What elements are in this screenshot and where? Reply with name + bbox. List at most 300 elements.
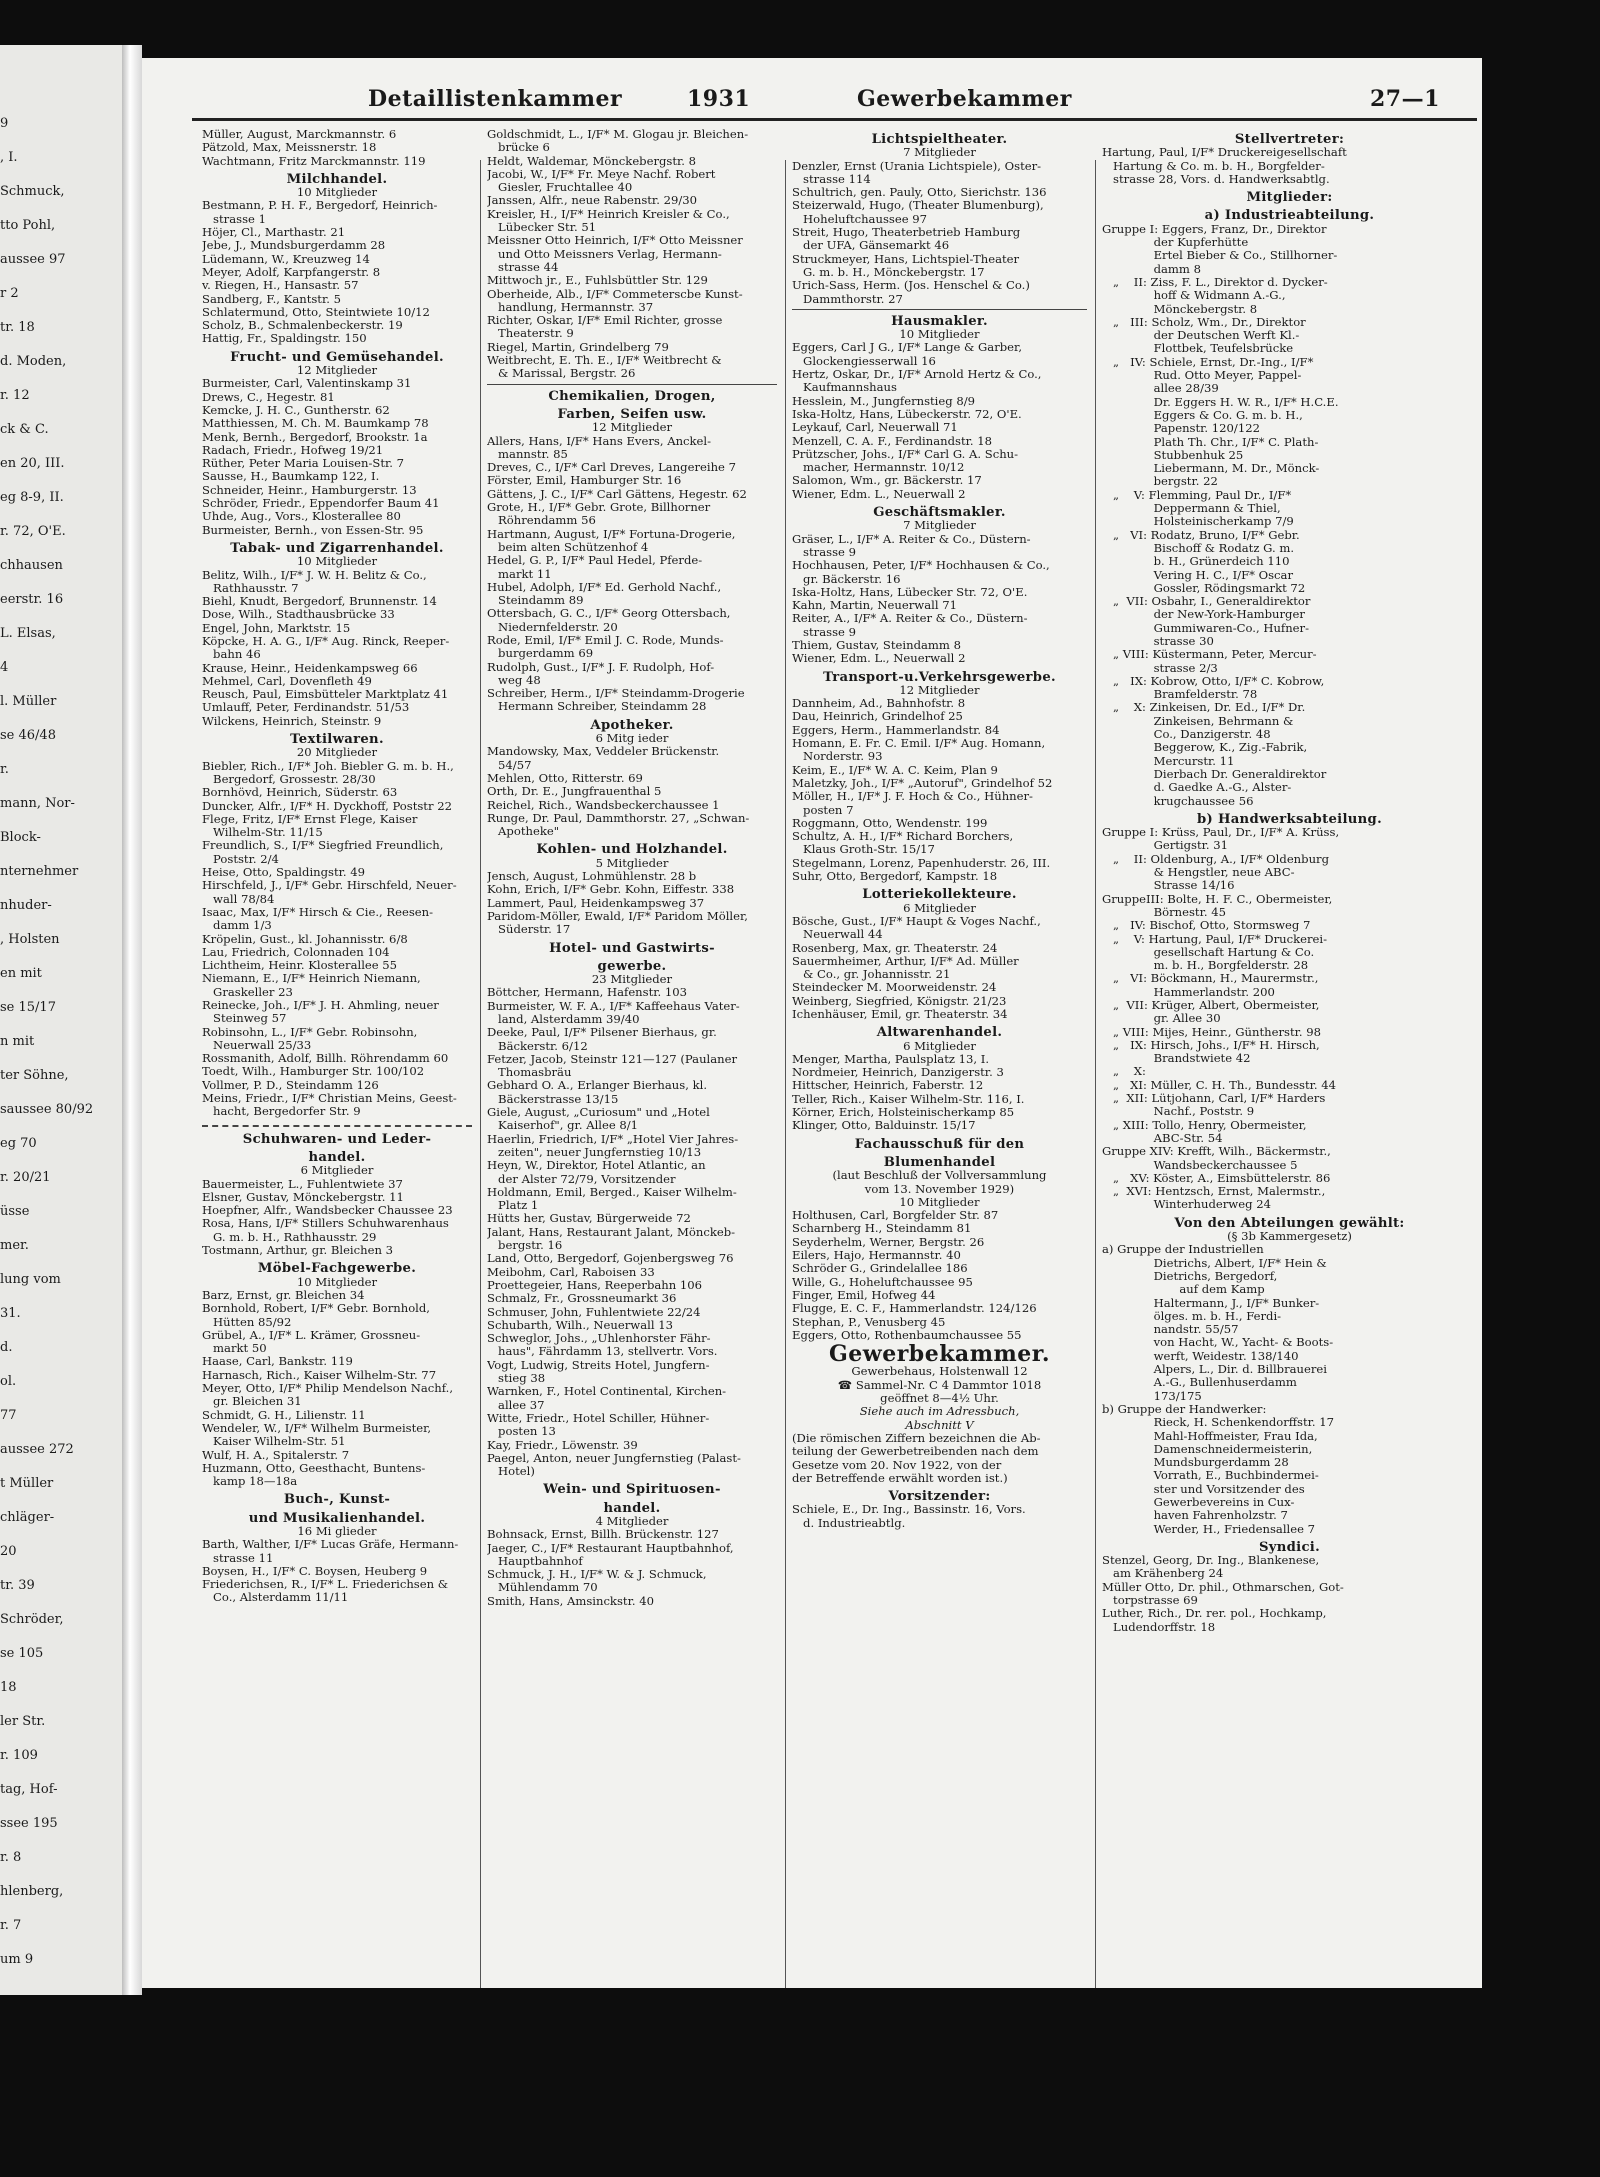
entry-line: Finger, Emil, Hofweg 44 (792, 1288, 936, 1302)
entry-line: Apotheke" (487, 825, 560, 839)
column-2 (487, 128, 777, 1608)
member-count: 10 Mitglieder (899, 1194, 980, 1209)
left-page-text: 9 (0, 116, 9, 131)
entry-line: Duncker, Alfr., I/F* H. Dyckhoff, Poststr 22 (202, 799, 452, 813)
entry-line: „ IV: Bischof, Otto, Stormsweg 7 (1102, 919, 1311, 933)
entry-line: Freundlich, S., I/F* Siegfried Freundlich, (202, 839, 444, 853)
entry-line: Deeke, Paul, I/F* Pilsener Bierhaus, gr. (487, 1026, 717, 1040)
entry-line: Körner, Erich, Holsteinischerkamp 85 (792, 1106, 1015, 1120)
entry-line: Liebermann, M. Dr., Mönck- (1102, 462, 1320, 476)
entry-line: Meibohm, Carl, Raboisen 33 (487, 1265, 655, 1279)
entry-line: Meyer, Otto, I/F* Philip Mendelson Nachf., (202, 1382, 454, 1396)
entry-line: Orth, Dr. E., Jungfrauenthal 5 (487, 785, 662, 799)
entry-line: Gebhard O. A., Erlanger Bierhaus, kl. (487, 1079, 708, 1093)
entry-line: Schmalz, Fr., Grossneumarkt 36 (487, 1292, 677, 1306)
entry-line: Prützscher, Johs., I/F* Carl G. A. Schu- (792, 447, 1019, 461)
left-page-text: en mit (0, 966, 42, 981)
entry-line: „ III: Scholz, Wm., Dr., Direktor (1102, 315, 1306, 329)
entry-line: G. m. b. H., Mönckebergstr. 17 (792, 265, 985, 279)
entry-line: strasse 9 (792, 625, 856, 639)
left-page-text: Schmuck, (0, 184, 65, 199)
entry-line: „ VII: Krüger, Albert, Obermeister, (1102, 999, 1320, 1012)
entry-line: Biehl, Knudt, Bergedorf, Brunnenstr. 14 (202, 595, 437, 609)
entry-line: allee 28/39 (1102, 382, 1219, 396)
entry-line: posten 7 (792, 803, 854, 817)
entry-line: Möller, H., I/F* J. F. Hoch & Co., Hühner- (792, 790, 1033, 804)
left-page-text: ler Str. (0, 1714, 46, 1729)
entry-line: handlung, Hermannstr. 37 (487, 300, 654, 314)
entry-line: Oberheide, Alb., I/F* Commeterscbe Kunst- (487, 287, 743, 301)
entry-line: Dr. Eggers H. W. R., I/F* H.C.E. (1102, 395, 1339, 409)
entry-line: Toedt, Wilh., Hamburger Str. 100/102 (202, 1065, 425, 1079)
entry-line: Hittscher, Heinrich, Faberstr. 12 (792, 1079, 984, 1093)
entry-line: Gruppe XIV: Krefft, Wilh., Bäckermstr., (1102, 1145, 1331, 1159)
entry-line: Engel, John, Marktstr. 15 (202, 621, 351, 635)
section-heading: Buch-, Kunst- (283, 1492, 391, 1508)
entry-line: Hartung & Co. m. b. H., Borgfelder- (1102, 159, 1325, 173)
member-count: 4 Mitglieder (595, 1513, 669, 1528)
column-1 (202, 128, 472, 1605)
left-page-text: , I. (0, 150, 18, 165)
entry-line: Kaiserhof", gr. Allee 8/1 (487, 1119, 639, 1133)
entry-line: Graskeller 23 (202, 985, 293, 999)
entry-line: Hütts her, Gustav, Bürgerweide 72 (487, 1212, 691, 1226)
entry-line: Müller, August, Marckmannstr. 6 (202, 128, 397, 141)
entry-line: Gruppe I: Eggers, Franz, Dr., Direktor (1102, 222, 1327, 236)
entry-line: Hoheluftchaussee 97 (792, 212, 927, 226)
column-divider (785, 160, 786, 1988)
entry-line: d. Gaedke A.-G., Alster- (1102, 781, 1292, 795)
entry-line: Holsteinischerkamp 7/9 (1102, 515, 1294, 529)
entry-line: d. Industrieabtlg. (792, 1516, 906, 1530)
entry-line: Uhde, Aug., Vors., Klosterallee 80 (202, 510, 401, 524)
entry-line: Hotel) (487, 1465, 535, 1479)
entry-line: Stegelmann, Lorenz, Papenhuderstr. 26, III. (792, 856, 1051, 870)
entry-line: Flege, Fritz, I/F* Ernst Flege, Kaiser (202, 812, 418, 826)
entry-line: gr. Allee 30 (1102, 1012, 1221, 1026)
entry-line: & Hengstler, neue ABC- (1102, 866, 1295, 880)
entry-line: Burmeister, Carl, Valentinskamp 31 (202, 377, 412, 391)
entry-line: strasse 28, Vors. d. Handwerksabtlg. (1102, 172, 1330, 186)
entry-line: Schubarth, Wilh., Neuerwall 13 (487, 1318, 673, 1332)
page-header (142, 86, 1482, 120)
entry-line: Dau, Heinrich, Grindelhof 25 (792, 710, 963, 724)
centered-note: Gewerbehaus, Holstenwall 12 (851, 1364, 1028, 1379)
entry-line: Salomon, Wm., gr. Bäckerstr. 17 (792, 474, 982, 488)
entry-line: „ XIII: Tollo, Henry, Obermeister, (1102, 1118, 1307, 1132)
entry-line: der Betreffende erwählt worden ist.) (792, 1471, 1008, 1485)
entry-line: Neuerwall 25/33 (202, 1038, 312, 1052)
entry-line: wall 78/84 (202, 892, 275, 906)
entry-line: Schröder, Friedr., Eppendorfer Baum 41 (202, 497, 440, 511)
section-heading: Hausmakler. (891, 313, 988, 329)
entry-line: Dierbach Dr. Generaldirektor (1102, 767, 1327, 781)
entry-line: Janssen, Alfr., neue Rabenstr. 29/30 (487, 194, 697, 208)
left-page-text: ssee 195 (0, 1816, 58, 1831)
entry-line: hoff & Widmann A.-G., (1102, 289, 1286, 303)
entry-line: Hartmann, August, I/F* Fortuna-Drogerie, (487, 527, 736, 541)
entry-line: Eggers & Co. G. m. b. H., (1102, 408, 1303, 422)
entry-line: Friederichsen, R., I/F* L. Friederichsen & (202, 1578, 449, 1592)
left-page-text: eg 70 (0, 1136, 37, 1151)
entry-line: Reiter, A., I/F* A. Reiter & Co., Düstern- (792, 612, 1028, 626)
left-page-text: lung vom (0, 1272, 61, 1287)
entry-line: Runge, Dr. Paul, Dammthorstr. 27, „Schwan- (487, 811, 750, 825)
entry-line: Stubbenhuk 25 (1102, 448, 1244, 462)
entry-line: Schreiber, Herm., I/F* Steindamm-Drogerie (487, 687, 745, 701)
entry-line: Dietrichs, Bergedorf, (1102, 1269, 1278, 1283)
entry-line: Röhrendamm 56 (487, 514, 596, 528)
section-heading: Kohlen- und Holzhandel. (536, 842, 728, 858)
entry-line: „ IX: Hirsch, Johs., I/F* H. Hirsch, (1102, 1038, 1320, 1052)
entry-line: Damenschneidermeisterin, (1102, 1442, 1313, 1456)
entry-line: Rosenberg, Max, gr. Theaterstr. 24 (792, 941, 998, 955)
entry-line: Menk, Bernh., Bergedorf, Brookstr. 1a (202, 430, 428, 444)
entry-line: Dietrichs, Albert, I/F* Hein & (1102, 1256, 1327, 1270)
entry-line: Vering H. C., I/F* Oscar (1102, 568, 1293, 582)
left-page-text: 77 (0, 1408, 17, 1423)
left-page-text: r. 12 (0, 388, 30, 403)
section-heading: Blumenhandel (883, 1154, 996, 1170)
dashed-separator (202, 1125, 472, 1127)
entry-line: Mandowsky, Max, Veddeler Brückenstr. (487, 745, 720, 759)
entry-line: Homann, E. Fr. C. Emil. I/F* Aug. Homann, (792, 737, 1046, 751)
entry-line: Kröpelin, Gust., kl. Johannisstr. 6/8 (202, 932, 408, 946)
entry-line: Jensch, August, Lohmühlenstr. 28 b (487, 870, 697, 884)
entry-line: mannstr. 85 (487, 447, 568, 461)
section-heading: Chemikalien, Drogen, (548, 388, 716, 404)
entry-line: haven Fahrenholzstr. 7 (1102, 1509, 1288, 1523)
entry-line: Riegel, Martin, Grindelberg 79 (487, 340, 669, 354)
section-heading: Farben, Seifen usw. (557, 406, 707, 422)
section-heading: Stellvertreter: (1234, 132, 1345, 147)
entry-line: Rud. Otto Meyer, Pappel- (1102, 369, 1302, 383)
entry-line: „ XVI: Hentzsch, Ernst, Malermstr., (1102, 1185, 1326, 1199)
entry-line: ölges. m. b. H., Ferdi- (1102, 1309, 1282, 1323)
entry-line: „ II: Oldenburg, A., I/F* Oldenburg (1102, 852, 1329, 866)
section-heading: Lotteriekollekteure. (862, 887, 1017, 903)
member-count: 5 Mitglieder (595, 855, 669, 870)
entry-line: Platz 1 (487, 1199, 539, 1213)
entry-line: Reinecke, Joh., I/F* J. H. Ahmling, neuer (202, 999, 439, 1012)
entry-line: Zinkeisen, Behrmann & (1102, 714, 1294, 728)
centered-note: geöffnet 8—4½ Uhr. (880, 1391, 999, 1406)
entry-line: Flugge, E. C. F., Hammerlandstr. 124/126 (792, 1302, 1037, 1316)
left-page-text: tag, Hof- (0, 1782, 58, 1797)
entry-line: strasse 11 (202, 1551, 274, 1565)
entry-line: Dreves, C., I/F* Carl Dreves, Langereihe 7 (487, 461, 736, 475)
section-heading: handel. (603, 1500, 661, 1516)
entry-line: Vogt, Ludwig, Streits Hotel, Jungfern- (487, 1358, 710, 1372)
entry-line: krugchaussee 56 (1102, 794, 1254, 808)
entry-line: Hoepfner, Alfr., Wandsbecker Chaussee 23 (202, 1204, 453, 1218)
left-page-text: Block- (0, 830, 41, 845)
entry-line: „ XII: Lütjohann, Carl, I/F* Harders (1102, 1092, 1326, 1106)
entry-line: Kahn, Martin, Neuerwall 71 (792, 599, 957, 613)
entry-line: der Kupferhütte (1102, 236, 1249, 250)
entry-line: Kreisler, H., I/F* Heinrich Kreisler & Co., (487, 207, 730, 221)
entry-line: Lübecker Str. 51 (487, 221, 597, 235)
entry-line: markt 50 (202, 1342, 267, 1356)
entry-line: Grübel, A., I/F* L. Krämer, Grossneu- (202, 1328, 421, 1342)
section-heading: Wein- und Spirituosen- (543, 1482, 721, 1498)
entry-line: Menger, Martha, Paulsplatz 13, I. (792, 1052, 990, 1066)
entry-line: Luther, Rich., Dr. rer. pol., Hochkamp, (1102, 1607, 1327, 1621)
entry-line: Holthusen, Carl, Borgfelder Str. 87 (792, 1209, 999, 1223)
entry-line: Schiele, E., Dr. Ing., Bassinstr. 16, Vors. (792, 1503, 1026, 1517)
entry-line: Wandsbeckerchaussee 5 (1102, 1158, 1298, 1172)
entry-line: Wiener, Edm. L., Neuerwall 2 (792, 487, 966, 501)
section-heading: Mitglieder: (1246, 190, 1333, 206)
entry-line: gesellschaft Hartung & Co. (1102, 945, 1315, 959)
entry-line: Radach, Friedr., Hofweg 19/21 (202, 443, 384, 457)
section-heading: Milchhandel. (286, 171, 388, 187)
entry-line: „ V: Hartung, Paul, I/F* Druckerei- (1102, 932, 1328, 946)
entry-line: „ IV: Schiele, Ernst, Dr.-Ing., I/F* (1102, 355, 1314, 369)
entry-line: weg 48 (487, 673, 541, 687)
entry-line: „ VIII: Mijes, Heinr., Güntherstr. 98 (1102, 1025, 1322, 1039)
entry-line: Steinweg 57 (202, 1012, 287, 1026)
entry-line: „ VI: Rodatz, Bruno, I/F* Gebr. (1102, 528, 1300, 542)
entry-line: Roggmann, Otto, Wendenstr. 199 (792, 816, 988, 830)
entry-line: Papenstr. 120/122 (1102, 422, 1260, 436)
entry-line: posten 13 (487, 1425, 556, 1439)
entry-line: Bischoff & Rodatz G. m. (1102, 541, 1295, 555)
entry-line: bahn 46 (202, 648, 261, 662)
member-count: 7 Mitglieder (903, 145, 976, 160)
left-page-text: r. 7 (0, 1918, 22, 1933)
left-page-text: eerstr. 16 (0, 592, 64, 607)
left-page-text: aussee 272 (0, 1442, 74, 1457)
entry-line: strasse 1 (202, 212, 266, 226)
entry-line: Scharnberg H., Steindamm 81 (792, 1222, 972, 1236)
entry-line: Lichtheim, Heinr. Klosterallee 55 (202, 959, 398, 973)
left-page-text: se 46/48 (0, 728, 56, 743)
entry-line: Huzmann, Otto, Geesthacht, Buntens- (202, 1461, 426, 1475)
entry-line: Bäckerstrasse 13/15 (487, 1092, 619, 1106)
entry-line: Steindamm 89 (487, 594, 584, 608)
entry-line: zeiten", neuer Jungfernstieg 10/13 (487, 1145, 702, 1159)
member-count: 6 Mitg ieder (595, 731, 669, 746)
entry-line: Deppermann & Thiel, (1102, 502, 1281, 516)
left-page-text: 18 (0, 1680, 17, 1695)
left-page-text: eg 8-9, II. (0, 490, 64, 505)
left-page-text: se 105 (0, 1646, 44, 1661)
book-gutter (122, 45, 142, 1995)
entry-line: & Marissal, Bergstr. 26 (487, 367, 636, 381)
member-count: 12 Mitglieder (899, 682, 980, 697)
entry-line: Gättens, J. C., I/F* Carl Gättens, Hegestr. 62 (487, 487, 747, 501)
entry-line: Klaus Groth-Str. 15/17 (792, 843, 935, 857)
entry-line: „ XI: Müller, C. H. Th., Bundesstr. 44 (1102, 1078, 1337, 1092)
entry-line: brücke 6 (487, 141, 550, 155)
entry-line: Strasse 14/16 (1102, 879, 1235, 893)
entry-line: Schmidt, G. H., Lilienstr. 11 (202, 1408, 366, 1422)
entry-line: strasse 9 (792, 545, 856, 559)
entry-line: b) Gruppe der Handwerker: (1102, 1402, 1267, 1416)
entry-line: Denzler, Ernst (Urania Lichtspiele), Oster- (792, 159, 1042, 173)
entry-line: „ II: Ziss, F. L., Direktor d. Dycker- (1102, 275, 1328, 289)
entry-line: Kaufmannshaus (792, 381, 897, 395)
entry-line: Steindecker M. Moorweidenstr. 24 (792, 981, 997, 995)
member-count: 12 Mitglieder (591, 420, 673, 435)
entry-line: Ertel Bieber & Co., Stillhorner- (1102, 249, 1338, 263)
entry-line: Allers, Hans, I/F* Hans Evers, Anckel- (487, 434, 712, 448)
entry-line: Poststr. 2/4 (202, 852, 279, 866)
entry-line: Rode, Emil, I/F* Emil J. C. Rode, Munds- (487, 633, 724, 647)
entry-line: am Krähenberg 24 (1102, 1567, 1224, 1581)
entry-line: Iska-Holtz, Hans, Lübeckerstr. 72, O'E. (792, 407, 1022, 421)
entry-line: Werder, H., Friedensallee 7 (1102, 1522, 1316, 1536)
entry-line: hacht, Bergedorfer Str. 9 (202, 1105, 361, 1119)
entry-line: Nordmeier, Heinrich, Danzigerstr. 3 (792, 1066, 1004, 1080)
entry-line: Heise, Otto, Spaldingstr. 49 (202, 866, 366, 880)
entry-line: Rieck, H. Schenkendorffstr. 17 (1102, 1416, 1335, 1430)
entry-line: allee 37 (487, 1398, 545, 1412)
entry-line: Proettegeier, Hans, Reeperbahn 106 (487, 1278, 703, 1292)
centered-note: vom 13. November 1929) (864, 1181, 1015, 1196)
entry-line: auf dem Kamp (1102, 1283, 1265, 1297)
entry-line: Nachf., Poststr. 9 (1102, 1105, 1255, 1119)
entry-line: der Deutschen Werft Kl.- (1102, 329, 1300, 343)
entry-line: haus", Fährdamm 13, stellvertr. Vors. (487, 1345, 718, 1359)
entry-line: Rathhausstr. 7 (202, 581, 299, 595)
italic-note: Siehe auch im Adressbuch, (859, 1404, 1020, 1419)
entry-line: Holdmann, Emil, Berged., Kaiser Wilhelm- (487, 1185, 737, 1199)
entry-line: Alpers, L., Dir. d. Billbrauerei (1102, 1363, 1327, 1377)
entry-line: b. H., Grünerdeich 110 (1102, 555, 1290, 569)
entry-line: Bäckerstr. 6/12 (487, 1039, 588, 1053)
entry-line: „ VII: Osbahr, I., Generaldirektor (1102, 595, 1311, 609)
entry-line: der Alster 72/79, Vorsitzender (487, 1172, 676, 1186)
entry-line: Hesslein, M., Jungfernstieg 8/9 (792, 394, 976, 408)
entry-line: Kay, Friedr., Löwenstr. 39 (487, 1438, 638, 1452)
member-count: 20 Mitglieder (296, 745, 378, 760)
entry-line: Jaeger, C., I/F* Restaurant Hauptbahnhof, (487, 1541, 734, 1555)
entry-line: m. b. H., Borgfelderstr. 28 (1102, 959, 1309, 973)
entry-line: ster und Vorsitzender des (1102, 1482, 1305, 1496)
left-page-text: tr. 18 (0, 320, 35, 335)
column-divider (480, 160, 481, 1988)
left-page-text: chläger- (0, 1510, 55, 1525)
entry-line: strasse 2/3 (1102, 661, 1218, 675)
left-page-fragment (0, 45, 142, 1995)
entry-line: Glockengiesserwall 16 (792, 354, 936, 368)
entry-line: Rüther, Peter Maria Louisen-Str. 7 (202, 457, 405, 471)
entry-line: Meissner Otto Heinrich, I/F* Otto Meissner (487, 234, 743, 248)
entry-line: Rudolph, Gust., I/F* J. F. Rudolph, Hof- (487, 660, 715, 674)
entry-line: Bornhövd, Heinrich, Süderstr. 63 (202, 786, 398, 800)
entry-line: Wulf, H. A., Spitalerstr. 7 (202, 1448, 350, 1462)
entry-line: Mittwoch jr., E., Fuhlsbüttler Str. 129 (487, 274, 708, 288)
section-heading: Altwarenhandel. (876, 1025, 1003, 1041)
member-count: 10 Mitglieder (296, 554, 378, 569)
entry-line: Land, Otto, Bergedorf, Gojenbergsweg 76 (487, 1252, 734, 1266)
entry-line: macher, Hermannstr. 10/12 (792, 461, 965, 475)
entry-line: Lammert, Paul, Heidenkampsweg 37 (487, 896, 705, 910)
left-page-text: hlenberg, (0, 1884, 64, 1899)
entry-line: torpstrasse 69 (1102, 1594, 1198, 1608)
section-heading: Syndici. (1258, 1539, 1321, 1555)
entry-line: Förster, Emil, Hamburger Str. 16 (487, 474, 682, 488)
entry-line: stieg 38 (487, 1372, 546, 1386)
entry-line: Niemann, E., I/F* Heinrich Niemann, (202, 972, 421, 986)
left-page-text: se 15/17 (0, 1000, 56, 1015)
entry-line: Eggers, Otto, Rothenbaumchaussee 55 (792, 1328, 1022, 1342)
entry-line: Wille, G., Hoheluftchaussee 95 (792, 1275, 973, 1289)
section-heading: Schuhwaren- und Leder- (242, 1131, 432, 1147)
entry-line: Mundsburgerdamm 28 (1102, 1456, 1289, 1470)
entry-line: Wachtmann, Fritz Marckmannstr. 119 (202, 154, 426, 168)
entry-line: Mehmel, Carl, Dovenfleth 49 (202, 674, 372, 688)
entry-line: bergstr. 16 (487, 1239, 563, 1253)
entry-line: Reusch, Paul, Eimsbütteler Marktplatz 41 (202, 688, 449, 702)
column-3 (792, 128, 1087, 1530)
entry-line: damm 8 (1102, 262, 1201, 276)
entry-line: Mehlen, Otto, Ritterstr. 69 (487, 771, 643, 785)
entry-line: Klinger, Otto, Balduinstr. 15/17 (792, 1119, 976, 1133)
member-count: 10 Mitglieder (296, 1274, 378, 1289)
entry-line: Dammthorstr. 27 (792, 292, 903, 306)
entry-line: Matthiessen, M. Ch. M. Baumkamp 78 (202, 417, 429, 431)
entry-line: teilung der Gewerbetreibenden nach dem (792, 1445, 1039, 1459)
entry-line: 173/175 (1102, 1389, 1202, 1403)
entry-line: bergstr. 22 (1102, 475, 1218, 489)
entry-line: Hütten 85/92 (202, 1315, 292, 1329)
entry-line: Streit, Hugo, Theaterbetrieb Hamburg (792, 226, 1021, 240)
entry-line: burgerdamm 69 (487, 647, 594, 661)
left-page-text: üsse (0, 1204, 30, 1219)
section-heading: Transport-u.Verkehrsgewerbe. (823, 669, 1056, 685)
entry-line: Seyderhelm, Werner, Bergstr. 26 (792, 1235, 985, 1249)
entry-line: Ottersbach, G. C., I/F* Georg Ottersbach, (487, 607, 731, 621)
left-page-text: tr. 39 (0, 1578, 35, 1593)
italic-note: Abschnitt V (905, 1417, 974, 1432)
entry-line: Eggers, Herm., Hammerlandstr. 84 (792, 723, 1000, 737)
left-page-text: ck & C. (0, 422, 49, 437)
entry-line: Witte, Friedr., Hotel Schiller, Hühner- (487, 1411, 710, 1425)
member-count: 7 Mitglieder (903, 518, 976, 533)
header-center-title: Gewerbekammer (857, 86, 1072, 112)
header-year: 1931 (687, 86, 751, 112)
entry-line: „ X: (1102, 1065, 1146, 1079)
entry-line: Teller, Rich., Kaiser Wilhelm-Str. 116, I. (792, 1092, 1025, 1106)
entry-line: Thomasbräu (487, 1066, 572, 1080)
section-heading: Möbel-Fachgewerbe. (257, 1261, 417, 1277)
entry-line: Kemcke, J. H. C., Guntherstr. 62 (202, 403, 390, 417)
entry-line: Richter, Oskar, I/F* Emil Richter, grosse (487, 314, 723, 328)
entry-line: kamp 18—18a (202, 1475, 298, 1489)
section-heading: Geschäftsmakler. (873, 505, 1006, 521)
entry-line: „ IX: Kobrow, Otto, I/F* C. Kobrow, (1102, 674, 1325, 688)
member-count: 23 Mitglieder (591, 972, 673, 987)
column-divider (1095, 160, 1096, 1988)
entry-line: Krause, Heinr., Heidenkampsweg 66 (202, 661, 418, 675)
entry-line: der New-York-Hamburger (1102, 608, 1305, 622)
entry-line: Schlatermund, Otto, Steintwiete 10/12 (202, 305, 430, 319)
member-count: 6 Mitglieder (903, 1038, 976, 1053)
entry-line: „ VIII: Küstermann, Peter, Mercur- (1102, 648, 1317, 662)
entry-line: Smith, Hans, Amsinckstr. 40 (487, 1594, 654, 1608)
entry-line: Paridom-Möller, Ewald, I/F* Paridom Möller, (487, 909, 748, 923)
entry-line: Eggers, Carl J G., I/F* Lange & Garber, (792, 341, 1023, 355)
entry-line: Rossmanith, Adolf, Billh. Röhrendamm 60 (202, 1052, 449, 1066)
entry-line: Hochhausen, Peter, I/F* Hochhausen & Co., (792, 559, 1050, 573)
section-heading: Vorsitzender: (888, 1489, 991, 1505)
entry-line: Ichenhäuser, Emil, gr. Theaterstr. 34 (792, 1008, 1008, 1021)
entry-line: „ X: Zinkeisen, Dr. Ed., I/F* Dr. (1102, 701, 1306, 715)
entry-line: Bösche, Gust., I/F* Haupt & Voges Nachf., (792, 914, 1041, 928)
